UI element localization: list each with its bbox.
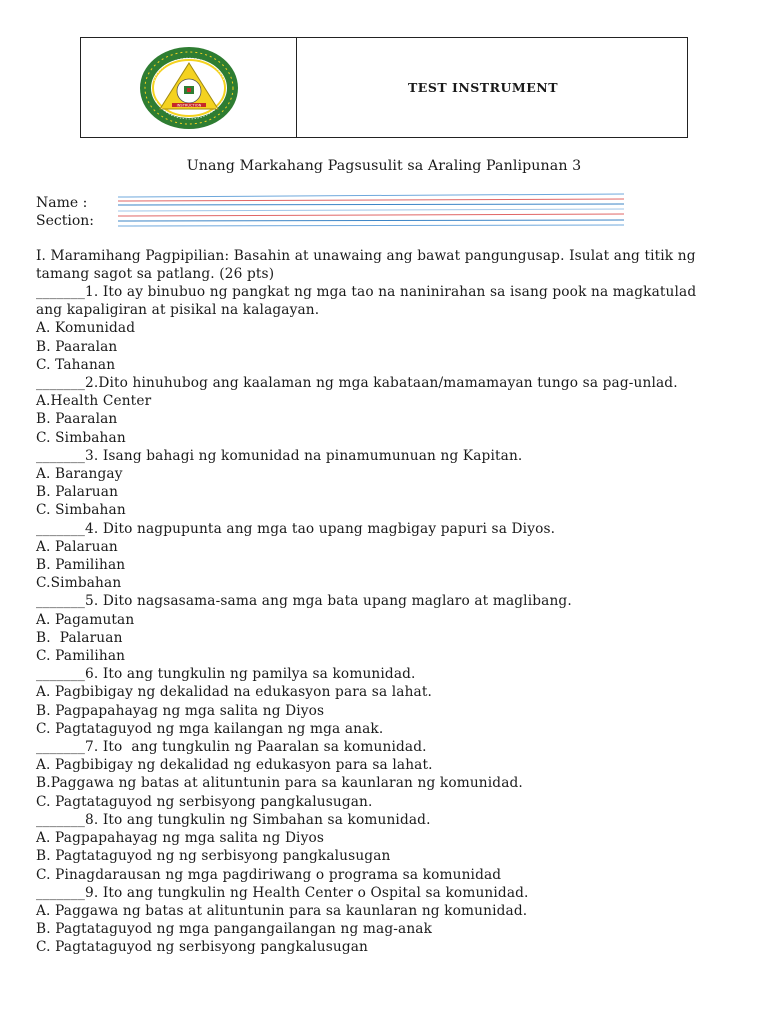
- choice-b: B. Pagtataguyod ng mga pangangailangan ng mag-anak: [36, 921, 433, 938]
- choice-c: C. Pagtataguyod ng serbisyong pangkalusugan: [36, 939, 369, 956]
- question-5: [36, 592, 736, 665]
- question-4: [36, 520, 736, 593]
- choice-a: A. Pagpapahayag ng mga salita ng Diyos: [36, 830, 325, 847]
- question-8: [36, 811, 736, 884]
- question-9: [36, 884, 736, 957]
- choice-c: C. Tahanan: [36, 356, 116, 373]
- exam-title: Unang Markahang Pagsusulit sa Araling Panlipunan 3: [186, 158, 582, 174]
- header-table: [80, 37, 688, 138]
- section-label: Section:: [36, 213, 94, 229]
- choice-a: A. Pagamutan: [36, 611, 135, 628]
- svg-text:INSTRUCTION: INSTRUCTION: [176, 103, 201, 107]
- question-stem: _______8. Ito ang tungkulin ng Simbahan sa komunidad.: [36, 811, 431, 828]
- header-title: TEST INSTRUMENT: [408, 80, 558, 95]
- question-1: [36, 283, 736, 374]
- question-stem: _______2.Dito hinuhubog ang kaalaman ng mga kabataan/mamamayan tungo sa pag-unlad.: [36, 375, 678, 392]
- question-stem: _______5. Dito nagsasama-sama ang mga bata upang maglaro at maglibang.: [36, 593, 572, 610]
- choice-a: A. Barangay: [36, 466, 123, 483]
- name-label: Name :: [36, 195, 88, 211]
- choice-c: C. Simbahan: [36, 502, 126, 519]
- question-3: [36, 447, 736, 520]
- test-body: [36, 248, 736, 957]
- question-stem: _______1. Ito ay binubuo ng pangkat ng mga tao na naninirahan sa isang pook na magkatulad: [36, 284, 697, 300]
- question-6: [36, 665, 736, 738]
- choice-b: B.Paggawa ng batas at alituntunin para sa kaunlaran ng komunidad.: [36, 775, 523, 792]
- choice-c: C. Simbahan: [36, 429, 126, 446]
- choice-b: B. Pagpapahayag ng mga salita ng Diyos: [36, 702, 325, 719]
- question-7: [36, 738, 736, 811]
- question-stem: _______9. Ito ang tungkulin ng Health Center o Ospital sa komunidad.: [36, 884, 529, 901]
- choice-b: B. Paaralan: [36, 338, 118, 355]
- choice-a: A.Health Center: [36, 393, 152, 410]
- choice-c: C. Pinagdarausan ng mga pagdiriwang o programa sa komunidad: [36, 866, 502, 883]
- choice-a: A. Komunidad: [36, 320, 136, 337]
- choice-a: A. Palaruan: [36, 538, 118, 555]
- question-stem-continued: ang kapaligiran at pisikal na kalagayan.: [36, 302, 320, 319]
- choice-a: A. Pagbibigay ng dekalidad na edukasyon para sa lahat.: [36, 684, 433, 701]
- instructions-line-2: tamang sagot sa patlang. (26 pts): [36, 265, 275, 282]
- choice-a: A. Paggawa ng batas at alituntunin para sa kaunlaran ng komunidad.: [36, 902, 528, 919]
- choice-c: C. Pagtataguyod ng mga kailangan ng mga anak.: [36, 720, 384, 737]
- choice-a: A. Pagbibigay ng dekalidad ng edukasyon para sa lahat.: [36, 757, 433, 774]
- question-stem: _______3. Isang bahagi ng komunidad na pinamumunuan ng Kapitan.: [36, 447, 523, 464]
- choice-c: C. Pagtataguyod ng serbisyong pangkalusugan.: [36, 793, 373, 810]
- title-cell: [297, 38, 687, 137]
- choice-b: B. Pagtataguyod ng ng serbisyong pangkalusugan: [36, 848, 391, 865]
- question-stem: _______7. Ito ang tungkulin ng Paaralan sa komunidad.: [36, 739, 427, 756]
- choice-b: B. Paaralan: [36, 411, 118, 428]
- choice-b: B. Palaruan: [36, 629, 123, 646]
- choice-c: C. Pamilihan: [36, 648, 126, 665]
- question-stem: _______6. Ito ang tungkulin ng pamilya sa komunidad.: [36, 666, 416, 683]
- choice-c: C.Simbahan: [36, 575, 122, 592]
- choice-b: B. Pamilihan: [36, 557, 126, 574]
- question-stem: _______4. Dito nagpupunta ang mga tao upang magbigay papuri sa Diyos.: [36, 520, 556, 537]
- choice-b: B. Palaruan: [36, 484, 119, 501]
- university-seal-logo: [124, 43, 254, 133]
- ruled-lines[interactable]: [118, 191, 628, 231]
- question-2: [36, 374, 736, 447]
- instructions-line-1: I. Maramihang Pagpipilian: Basahin at unawaing ang bawat pangungusap. Isulat ang titik ng: [36, 248, 696, 264]
- logo-cell: [81, 38, 297, 137]
